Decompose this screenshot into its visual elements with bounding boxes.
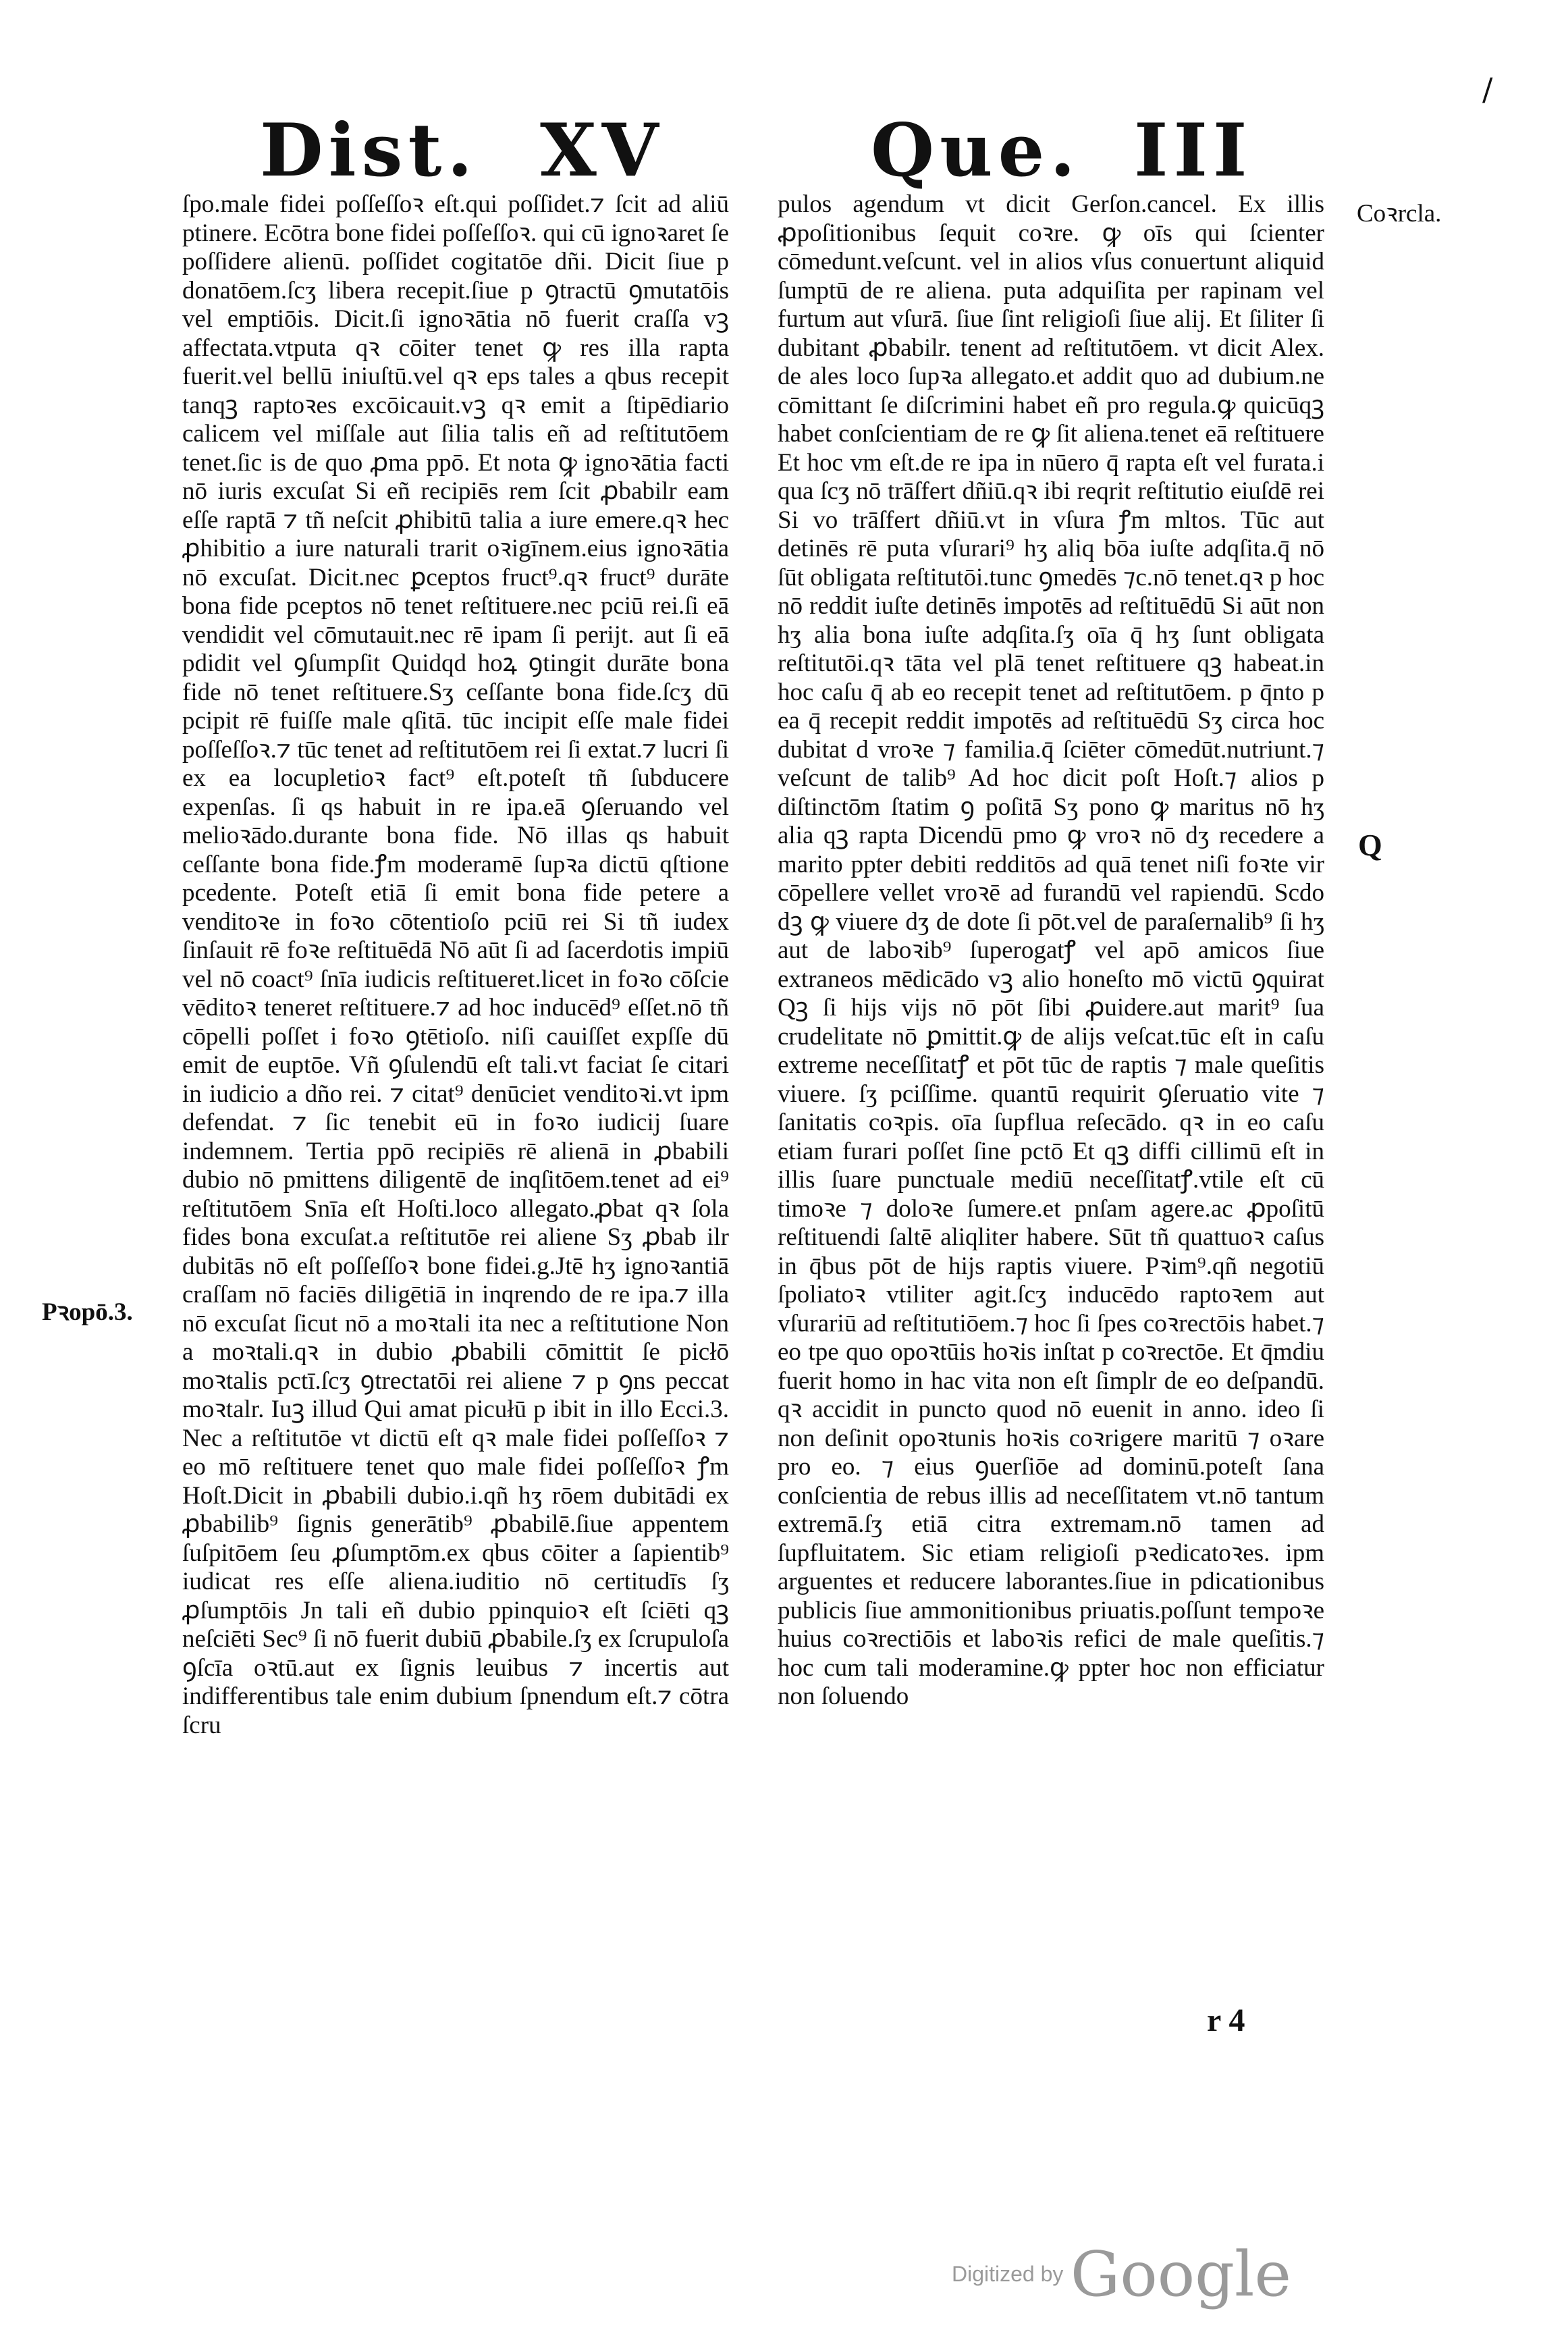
text-column-right: pulos agendum vt dicit Gerſon.cancel. Ex illis ꝓpoſitionibus ſequit coꝛre. ꝙ oīs qui ſcienter cōmedunt.veſcunt. vel in alios vſus conuertunt aliquid ſumptū de re aliena. puta adquiſita per rapinam vel furtum aut vſurā. ſiue ſint religioſi ſiue alij. Et ſiliter ſi dubitant ꝓbabilr. tenent ad reſtitutōem. vt dicit Alex. de ales loco ſupꝛa allegato.et addit quo ad dubium.ne cōmittant ſe diſcrimini habet eñ pro regula.ꝙ quicūqꝫ habet conſcientiam de re ꝙ ſit aliena.tenet eā reſtituere Et hoc vm eſt.de re ipa in nūero q̄ rapta eſt vel furata.i qua ſcʒ nō trāſfert dñiū.qꝛ ibi reqrit reſtitutio eiuſdē rei Si vo trāſfert dñiū.vt in vſura ꝭm mltos. Tūc aut detinēs rē puta vſurari⁹ hʒ aliq bōa iuſte adqſita.q̄ nō ſūt obligata reſtitutōi.tunc ꝯmedēs ⁊c.nō tenet.qꝛ p hoc nō reddit iuſte detinēs impotēs ad reſtituēdū Si aūt non hʒ alia bona iuſte adqſita.ſʒ oīa q̄ hʒ ſunt obligata reſtitutōi.qꝛ tāta vel plā tenet reſtituere qꝫ habeat.in hoc caſu q̄ ab eo recepit tenet ad reſtitutōem. p q̄nto p ea q̄ recepit reddit impotēs ad reſtituēdū Sʒ circa hoc dubitat d vroꝛe ⁊ familia.q̄ ſciēter cōmedūt.nutriunt.⁊ veſcunt de talib⁹ Ad hoc dicit poſt Hoſt.⁊ alios p diſtinctōm ſtatim ꝯ poſitā Sʒ pono ꝙ maritus nō hʒ alia qꝫ rapta Dicendū pmo ꝙ vroꝛ nō dʒ recedere a marito ppter debiti redditōs ad quā tenet niſi foꝛte vir cōpellere vellet vroꝛē ad furandū vel rapiendū. Scdo dꝫ ꝙ viuere dʒ de dote ſi pōt.vel de paraſernalib⁹ ſi hʒ aut de laboꝛib⁹ ſuperogatꝭ vel apō amicos ſiue extraneos mēdicādo vꝫ alio honeſto mō victū ꝯquirat Qꝫ ſi hijs vijs nō pōt ſibi ꝓuidere.aut marit⁹ ſua crudelitate nō ꝑmittit.ꝙ de alijs veſcat.tūc eſt in caſu extreme neceſſitatꝭ et pōt tūc de raptis ⁊ male queſitis viuere. ſʒ pciſſime. quantū requirit ꝯſeruatio vite ⁊ ſanitatis coꝛpis. oīa ſupflua reſecādo. qꝛ in eo caſu etiam furari poſſet ſine pctō Et qꝫ diffi cillimū eſt in illis ſuare punctuale mediū neceſſitatꝭ.vtile eſt cū timoꝛe ⁊ doloꝛe ſumere.et pnſam agere.ac ꝓpoſitū reſtituendi ſaltē aliqliter habere. Sūt tñ quattuoꝛ caſus in q̄bus pōt de hijs raptis viuere. Pꝛim⁹.qñ negotiū ſpoliatoꝛ vtiliter agit.ſcʒ inducēdo raptoꝛem aut vſurariū ad reſtitutiōem.⁊ hoc ſi ſpes coꝛrectōis habet.⁊ eo tpe quo opoꝛtūis hoꝛis inſtat p coꝛrectōe. Et q̄mdiu fuerit homo in hac vita non eſt ſimplr de eo deſpandū. qꝛ accidit in puncto quod nō euenit in anno. ideo ſi non deſinit opoꝛtunis hoꝛis coꝛrigere maritū ⁊ oꝛare pro eo. ⁊ eius ꝯuerſiōe ad dominū.poteſt ſana conſcientia de rebus illis ad neceſſitatem vt.nō tantum extremā.ſʒ etiā citra extremam.nō tamen ad ſupfluitatem. Sic etiam religioſi pꝛedicatoꝛes. ipm arguentes et reducere laborantes.ſiue in pdicationibus publicis ſiue ammonitionibus priuatis.poſſunt tempoꝛe huius coꝛrectiōis et laboꝛis refici de male queſitis.⁊ hoc cum tali moderamine.ꝙ ppter hoc non efficiatur non ſoluendo (778, 190, 1324, 1710)
margin-note-q: Q (1358, 828, 1382, 862)
google-logo: Google (1070, 2238, 1291, 2310)
margin-note-correla: Coꝛrcla. (1357, 200, 1442, 228)
text-column-left: ſpo.male fidei poſſeſſoꝛ eſt.qui poſſidet.⁊ ſcit ad aliū ptinere. Ecōtra bone fidei poſſeſſoꝛ. qui cū ignoꝛaret ſe poſſidere alienū. poſſidet cogitatōe dñi. Dicit ſiue p donatōem.ſcʒ libera recepit.ſiue p ꝯtractū ꝯmutatōis vel emptiōis. Dicit.ſi ignoꝛātia nō fuerit craſſa vꝫ affectata.vtputa qꝛ cōiter tenet ꝙ res illa rapta fuerit.vel bellū iniuſtū.vel qꝛ eps tales a qbus recepit tanqꝫ raptoꝛes excōicauit.vꝫ qꝛ emit a ſtipēdiario calicem vel miſſale aut ſilia talis eñ ad reſtitutōem tenet.ſic is de quo ꝓma ppō. Et nota ꝙ ignoꝛātia facti nō iuris excuſat Si eñ recipiēs rem ſcit ꝓbabilr eam eſſe raptā ⁊ tñ neſcit ꝓhibitū talia a iure emere.qꝛ hec ꝓhibitio a iure naturali trarit oꝛigīnem.eius ignoꝛātia nō excuſat. Dicit.nec ꝑceptos fruct⁹.qꝛ fruct⁹ durāte bona fide pceptos nō tenet reſtituere.nec pciū rei.ſi eā vendidit vel cōmutauit.nec rē ipam ſi perijt. aut ſi eā pdidit vel ꝯſumpſit Quidqd hoꝝ ꝯtingit durāte bona fide nō tenet reſtituere.Sʒ ceſſante bona fide.ſcʒ dū pcipit rē fuiſſe male qſitā. tūc incipit eſſe male fidei poſſeſſoꝛ.⁊ tūc tenet ad reſtitutōem rei ſi extat.⁊ lucri ſi ex ea locupletioꝛ fact⁹ eſt.poteſt tñ ſubducere expenſas. ſi qs habuit in re ipa.eā ꝯſeruando vel melioꝛādo.durante bona fide. Nō illas qs habuit ceſſante bona fide.ꝭm moderamē ſupꝛa dictū qſtione pcedente. Poteſt etiā ſi emit bona fide petere a venditoꝛe in foꝛo cōtentioſo pciū rei Si tñ iudex ſinſauit rē foꝛe reſtituēdā Nō aūt ſi ad ſacerdotis impiū vel nō coact⁹ ſnīa iudicis reſtitueret.licet in foꝛo cōſcie vēditoꝛ teneret reſtituere.⁊ ad hoc inducēd⁹ eſſet.nō tñ cōpelli poſſet i foꝛo ꝯtētioſo. niſi cauiſſet expſſe dū emit de euptōe. Vñ ꝯſulendū eſt tali.vt faciat ſe citari in iudicio a dño rei. ⁊ citat⁹ denūciet venditoꝛi.vt ipm defendat. ⁊ ſic tenebit eū in foꝛo iudicij ſuare indemnem. Tertia ppō recipiēs rē alienā in ꝓbabili dubio nō pmittens diligentē de inqſitōem.tenet ad ei⁹ reſtitutōem Snīa eſt Hoſti.loco allegato.ꝓbat qꝛ ſola fides bona excuſat.a reſtitutōe rei aliene Sʒ ꝓbab ilr dubitās nō eſt poſſeſſoꝛ bone fidei.g.Jtē hʒ ignoꝛantiā craſſam nō faciēs diligētiā in inqrendo de re ipa.⁊ illa nō excuſat ſicut nō a moꝛtali ita nec a reſtitutione Non a moꝛtali.qꝛ in dubio ꝓbabili cōmittit ſe picłō moꝛtalis pctī.ſcʒ ꝯtrectatōi rei aliene ⁊ p ꝯns peccat moꝛtalr. Iuꝫ illud Qui amat picułū p ibit in illo Ecci.3. Nec a reſtitutōe vt dictū eſt qꝛ male fidei poſſeſſoꝛ ⁊ eo mō reſtituere tenet quo male fidei poſſeſſoꝛ ꝭm Hoſt.Dicit in ꝓbabili dubio.i.qñ hʒ rōem dubitādi ex ꝓbabilib⁹ ſignis generātib⁹ ꝓbabilē.ſiue appentem ſuſpitōem ſeu ꝓſumptōm.ex qbus cōiter a ſapientib⁹ iudicat res eſſe aliena.iuditio nō certitudīs ſʒ ꝓſumptōis Jn tali eñ dubio ppinquioꝛ eſt ſciēti qꝫ neſciēti Sec⁹ ſi nō fuerit dubiū ꝓbabile.ſʒ ex ſcrupuloſa ꝯſcīa oꝛtū.aut ex ſignis leuibus ⁊ incertis aut indifferentibus tale enim dubium ſpnendum eſt.⁊ cōtra ſcru (182, 190, 729, 1739)
margin-note-propositio: Pꝛopō.3. (42, 1298, 133, 1326)
signature-mark: r 4 (1207, 2003, 1245, 2038)
corner-mark: / (1482, 71, 1493, 107)
running-head-que-number: III (1134, 108, 1253, 193)
running-head-que: Que. (871, 108, 1081, 193)
digitized-by-watermark (952, 2238, 1291, 2310)
running-head-dist-number: XV (540, 108, 664, 193)
digitized-by-label: Digitized by (952, 2262, 1064, 2286)
running-head-dist: Dist. (260, 108, 478, 193)
